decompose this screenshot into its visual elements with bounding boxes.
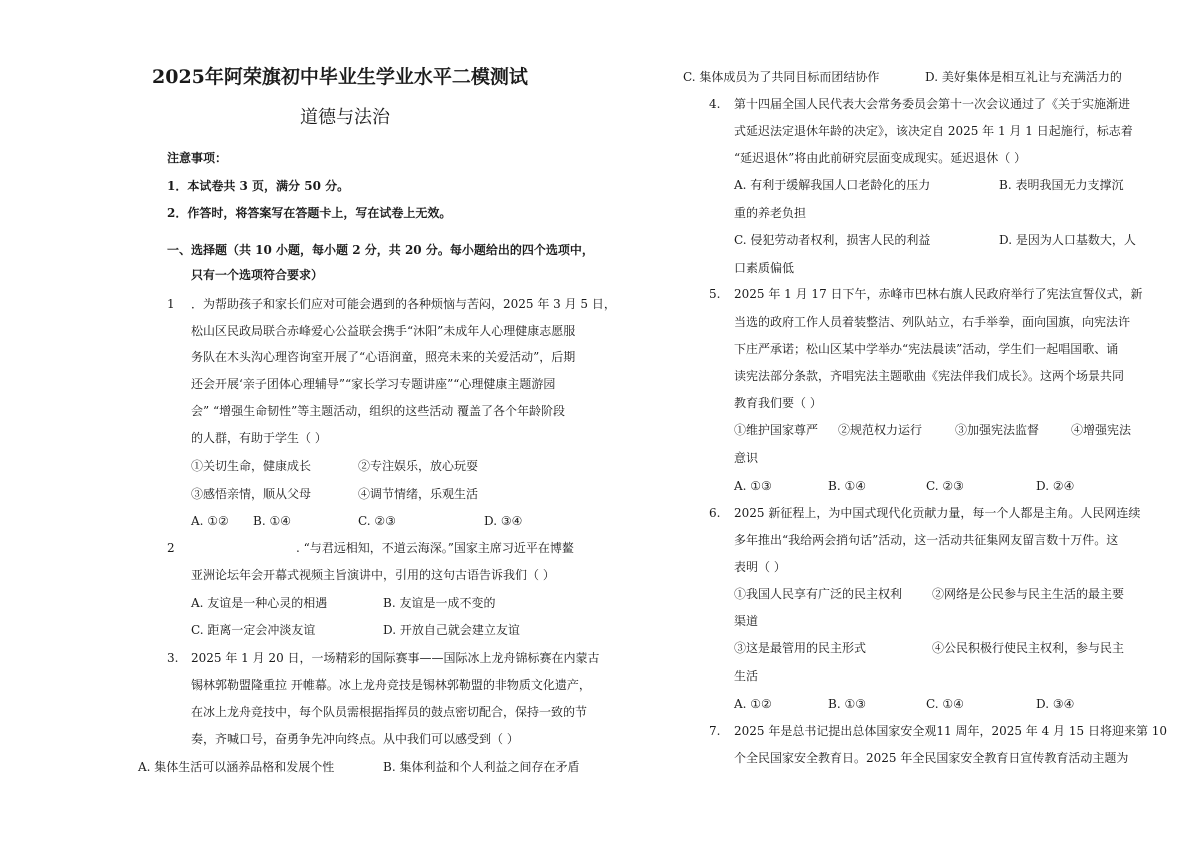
answer-option: D. 美好集体是相互礼让与充满活力的 [925, 70, 1122, 84]
statement: ③感悟亲情，顺从父母 [191, 487, 312, 501]
section-heading: 一、选择题（共 10 小题，每小题 2 分，共 20 分。每小题给出的四个选项中， [167, 243, 594, 257]
answer-option: B. 集体利益和个人利益之间存在矛盾 [383, 760, 580, 774]
answer-option: C. 集体成员为了共同目标而团结协作 [683, 70, 880, 84]
statement: ②规范权力运行 [838, 423, 923, 437]
statement: ③这是最管用的民主形式 [734, 641, 867, 655]
statement: ④公民积极行使民主权利，参与民主 [932, 641, 1125, 655]
question-number: 1 [167, 297, 175, 311]
statement: ①维护国家尊严 [734, 423, 819, 437]
question-number: 2 [167, 541, 175, 555]
statement: ①关切生命，健康成长 [191, 459, 312, 473]
answer-option: C. 侵犯劳动者权利，损害人民的利益 [734, 233, 931, 247]
question-text: 读宪法部分条款，齐唱宪法主题歌曲《宪法伴我们成长》。这两个场景共同 [734, 369, 1125, 383]
question-text: 会” “增强生命韧性”等主题活动，组织的这些活动 覆盖了各个年龄阶段 [191, 404, 566, 418]
statement: ②网络是公民参与民主生活的最主要 [932, 587, 1125, 601]
question-text: 式延迟法定退休年龄的决定》，该决定自 2025 年 1 月 1 日起施行，标志着 [734, 124, 1133, 138]
answer-option: A. 集体生活可以涵养品格和发展个性 [138, 760, 335, 774]
answer-option: B. 友谊是一成不变的 [383, 596, 496, 610]
notes-item: 1．本试卷共 3 页，满分 50 分。 [167, 179, 350, 193]
question-text: 多年推出“我给两会捎句话”活动，这一活动共征集网友留言数十万件。这 [734, 533, 1119, 547]
question-text: 务队在木头沟心理咨询室开展了“心语润童，照亮未来的关爱活动”，后期 [191, 350, 576, 364]
notes-item: 2．作答时，将答案写在答题卡上，写在试卷上无效。 [167, 206, 452, 220]
question-text: 的人群，有助于学生（ ） [191, 431, 327, 445]
question-text: 还会开展‘亲子团体心理辅导”“家长学习专题讲座”“心理健康主题游园 [191, 377, 556, 391]
question-text: 表明（ ） [734, 560, 786, 574]
question-text: . “与君远相知，不道云海深。”国家主席习近平在博鳌 [296, 541, 574, 555]
answer-option: C. ②③ [358, 514, 396, 528]
question-number: 7. [709, 724, 721, 738]
question-text: 下庄严承诺；松山区某中学举办“宪法晨读”活动，学生们一起唱国歌、诵 [734, 342, 1119, 356]
answer-option: D. ②④ [1036, 479, 1075, 493]
answer-option: A. 有利于缓解我国人口老龄化的压力 [734, 178, 931, 192]
answer-option: C. ①④ [926, 697, 964, 711]
question-number: 6. [709, 506, 721, 520]
question-text: 教育我们要（ ） [734, 396, 822, 410]
answer-option: B. ①④ [828, 479, 866, 493]
subject-title: 道德与法治 [300, 107, 390, 128]
question-text: 锡林郭勒盟隆重拉 开帷幕。冰上龙舟竞技是锡林郭勒盟的非物质文化遗产， [191, 678, 591, 692]
answer-option: C. 距离一定会冲淡友谊 [191, 623, 316, 637]
statement: ②专注娱乐，放心玩耍 [358, 459, 479, 473]
question-text: 当选的政府工作人员着装整洁、列队站立，右手举拳，面向国旗，向宪法许 [734, 315, 1131, 329]
answer-option: A. ①② [191, 514, 229, 528]
question-text: 第十四届全国人民代表大会常务委员会第十一次会议通过了《关于实施渐进 [734, 97, 1131, 111]
notes-heading: 注意事项： [167, 151, 228, 165]
statement-cont: 生活 [734, 669, 759, 683]
answer-option: D. 是因为人口基数大，人 [999, 233, 1136, 247]
answer-option-cont: 重的养老负担 [734, 206, 807, 220]
answer-option: A. ①③ [734, 479, 772, 493]
question-text: 亚洲论坛年会开幕式视频主旨演讲中，引用的这句古语告诉我们（ ） [191, 568, 555, 582]
question-number: 4. [709, 97, 721, 111]
answer-option-cont: 口素质偏低 [734, 261, 795, 275]
statement: ③加强宪法监督 [955, 423, 1040, 437]
question-number: 5. [709, 287, 721, 301]
statement: ④调节情绪，乐观生活 [358, 487, 479, 501]
question-text: 在冰上龙舟竞技中，每个队员需根据指挥员的鼓点密切配合，保持一致的节 [191, 705, 588, 719]
answer-option: C. ②③ [926, 479, 964, 493]
statement: ④增强宪法 [1071, 423, 1132, 437]
section-heading-cont: 只有一个选项符合要求） [191, 268, 324, 282]
answer-option: A. 友谊是一种心灵的相遇 [191, 596, 328, 610]
question-text: 松山区民政局联合赤峰爱心公益联会携手“沐阳”未成年人心理健康志愿服 [191, 324, 576, 338]
question-text: 2025 新征程上，为中国式现代化贡献力量，每一个人都是主角。人民网连续 [734, 506, 1141, 520]
question-text: ．为帮助孩子和家长们应对可能会遇到的各种烦恼与苦闷，2025 年 3 月 5 日， [191, 297, 616, 311]
answer-option: D. 开放自己就会建立友谊 [383, 623, 520, 637]
question-text: “延迟退休”将由此前研究层面变成现实。延迟退休（ ） [734, 151, 1027, 165]
answer-option: A. ①② [734, 697, 772, 711]
question-text: 个全民国家安全教育日。2025 年全民国家安全教育日宣传教育活动主题为 [734, 751, 1129, 765]
answer-option: B. 表明我国无力支撑沉 [999, 178, 1124, 192]
statement-cont: 意识 [734, 451, 759, 465]
answer-option: D. ③④ [1036, 697, 1075, 711]
answer-option: D. ③④ [484, 514, 523, 528]
exam-title: 2025年阿荣旗初中毕业生学业水平二模测试 [152, 66, 528, 88]
question-text: 奏，齐喊口号，奋勇争先冲向终点。从中我们可以感受到（ ） [191, 732, 519, 746]
statement-cont: 渠道 [734, 614, 759, 628]
answer-option: B. ①③ [828, 697, 866, 711]
question-number: 3. [167, 651, 179, 665]
question-text: 2025 年是总书记提出总体国家安全观11 周年，2025 年 4 月 15 日将迎来第 10 [734, 724, 1168, 738]
answer-option: B. ①④ [253, 514, 291, 528]
statement: ①我国人民享有广泛的民主权利 [734, 587, 903, 601]
question-text: 2025 年 1 月 20 日，一场精彩的国际赛事——国际冰上龙舟锦标赛在内蒙古 [191, 651, 600, 665]
question-text: 2025 年 1 月 17 日下午，赤峰市巴林右旗人民政府举行了宪法宣誓仪式，新 [734, 287, 1143, 301]
